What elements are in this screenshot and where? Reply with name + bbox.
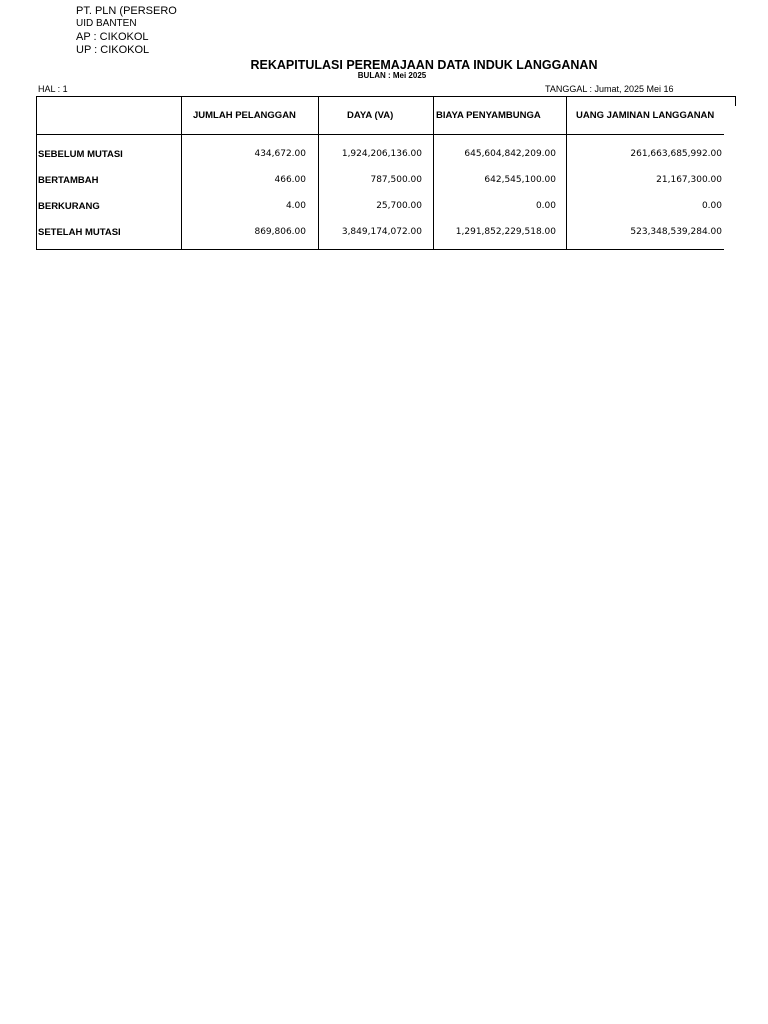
cell-biaya-penyambung: 0.00	[535, 201, 556, 211]
uid-label: UID BANTEN	[76, 18, 137, 29]
col-divider-3	[433, 96, 434, 250]
report-subtitle: BULAN : Mei 2025	[357, 71, 427, 80]
row-label: BERTAMBAH	[38, 175, 99, 186]
cell-daya: 25,700.00	[376, 201, 422, 211]
col-header-daya: DAYA (VA)	[347, 110, 394, 121]
cell-uang-jaminan: 21,167,300.00	[656, 175, 722, 185]
col-header-jumlah-pelanggan: JUMLAH PELANGGAN	[193, 110, 296, 121]
company-name: PT. PLN (PERSERO	[76, 5, 177, 17]
row-label: BERKURANG	[38, 201, 100, 212]
cell-biaya-penyambung: 1,291,852,229,518.00	[455, 227, 556, 237]
up-label: UP : CIKOKOL	[76, 44, 150, 56]
cell-jumlah-pelanggan: 434,672.00	[254, 149, 306, 159]
col-header-uang-jaminan: UANG JAMINAN LANGGANAN	[576, 110, 715, 121]
col-divider-1	[181, 96, 182, 250]
cell-biaya-penyambung: 645,604,842,209.00	[464, 149, 556, 159]
cell-uang-jaminan: 0.00	[701, 201, 722, 211]
table-right-tick	[735, 96, 736, 106]
table-bottom-border	[36, 249, 724, 250]
cell-jumlah-pelanggan: 4.00	[285, 201, 306, 211]
row-label: SETELAH MUTASI	[38, 227, 121, 238]
col-header-biaya-penyambung: BIAYA PENYAMBUNGA	[436, 110, 541, 121]
table-top-border	[36, 96, 736, 97]
cell-jumlah-pelanggan: 869,806.00	[254, 227, 306, 237]
row-label: SEBELUM MUTASI	[38, 149, 123, 160]
cell-uang-jaminan: 261,663,685,992.00	[630, 149, 722, 159]
cell-biaya-penyambung: 642,545,100.00	[484, 175, 556, 185]
page-number: HAL : 1	[38, 84, 68, 94]
cell-jumlah-pelanggan: 466.00	[274, 175, 306, 185]
col-divider-2	[318, 96, 319, 250]
table-header-divider	[36, 134, 724, 135]
ap-label: AP : CIKOKOL	[76, 31, 149, 43]
cell-daya: 3,849,174,072.00	[341, 227, 422, 237]
report-date: TANGGAL : Jumat, 2025 Mei 16	[545, 84, 674, 94]
cell-uang-jaminan: 523,348,539,284.00	[630, 227, 722, 237]
report-title: REKAPITULASI PEREMAJAAN DATA INDUK LANGGANAN	[250, 58, 598, 72]
cell-daya: 1,924,206,136.00	[341, 149, 422, 159]
cell-daya: 787,500.00	[370, 175, 422, 185]
col-divider-4	[566, 96, 567, 250]
table-left-border	[36, 96, 37, 250]
